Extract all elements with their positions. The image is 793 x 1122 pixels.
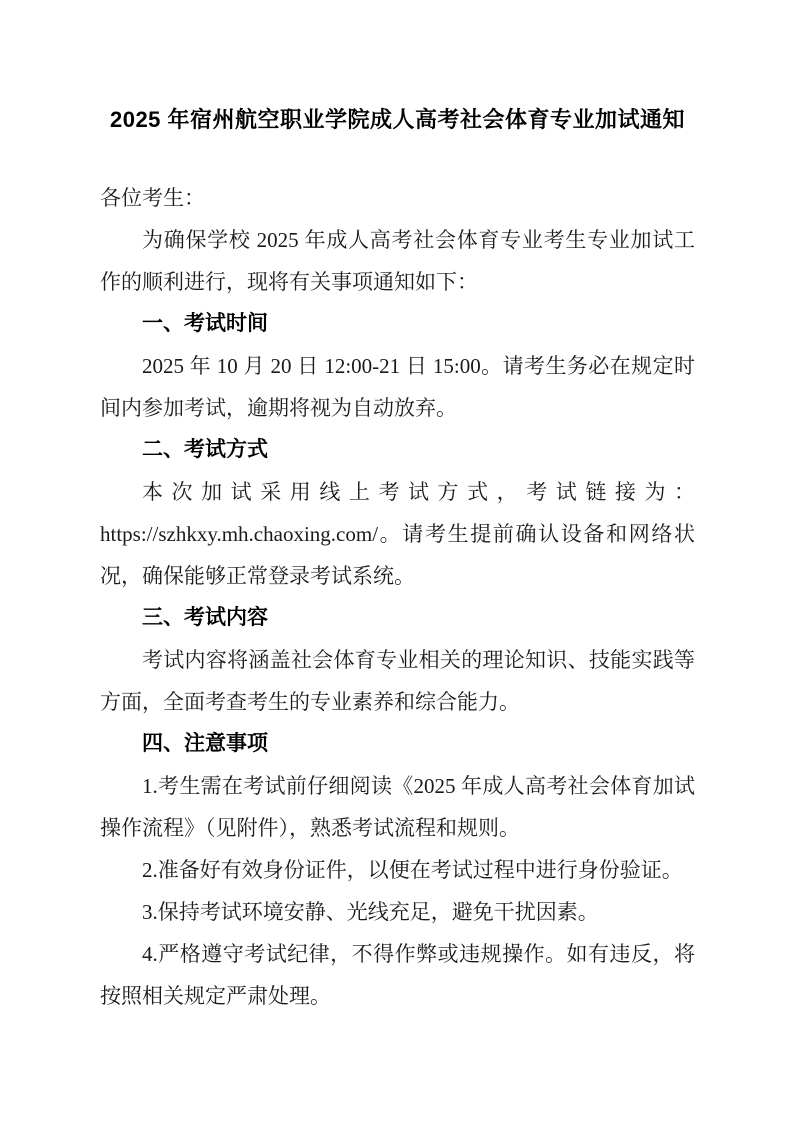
- heading-exam-method: 二、考试方式: [142, 438, 268, 461]
- note-item-4: 4.严格遵守考试纪律，不得作弊或违规操作。如有违反，将按照相关规定严肃处理。: [100, 942, 695, 1008]
- heading-notes: 四、注意事项: [142, 732, 268, 755]
- heading-exam-time: 一、考试时间: [142, 312, 268, 335]
- document-body: [100, 177, 695, 1017]
- salutation: 各位考生：: [100, 186, 205, 210]
- document-title: 2025 年宿州航空职业学院成人高考社会体育专业加试通知: [109, 107, 686, 132]
- intro-paragraph: 为确保学校 2025 年成人高考社会体育专业考生专业加试工作的顺利进行，现将有关事项通知如下：: [100, 228, 695, 294]
- exam-method-paragraph: [100, 471, 695, 597]
- exam-time-paragraph: 2025 年 10 月 20 日 12:00-21 日 15:00。请考生务必在规定时间内参加考试，逾期将视为自动放弃。: [100, 354, 695, 420]
- exam-content-paragraph: 考试内容将涵盖社会体育专业相关的理论知识、技能实践等方面，全面考查考生的专业素养和综合能力。: [100, 648, 695, 714]
- note-item-2: 2.准备好有效身份证件，以便在考试过程中进行身份验证。: [142, 858, 683, 882]
- exam-method-text-after-link: 。请考生提前确认设备和网络状况，确保能够正常登录考试系统。: [100, 522, 695, 588]
- note-item-3: 3.保持考试环境安静、光线充足，避免干扰因素。: [142, 900, 599, 924]
- note-item-1: 1.考生需在考试前仔细阅读《2025 年成人高考社会体育加试操作流程》（见附件），熟悉考试流程和规则。: [100, 774, 695, 840]
- exam-url: https://szhkxy.mh.chaoxing.com/: [100, 522, 379, 546]
- heading-exam-content: 三、考试内容: [142, 606, 268, 629]
- exam-method-text-before-link: 本次加试采用线上考试方式，考试链接为：: [142, 480, 695, 504]
